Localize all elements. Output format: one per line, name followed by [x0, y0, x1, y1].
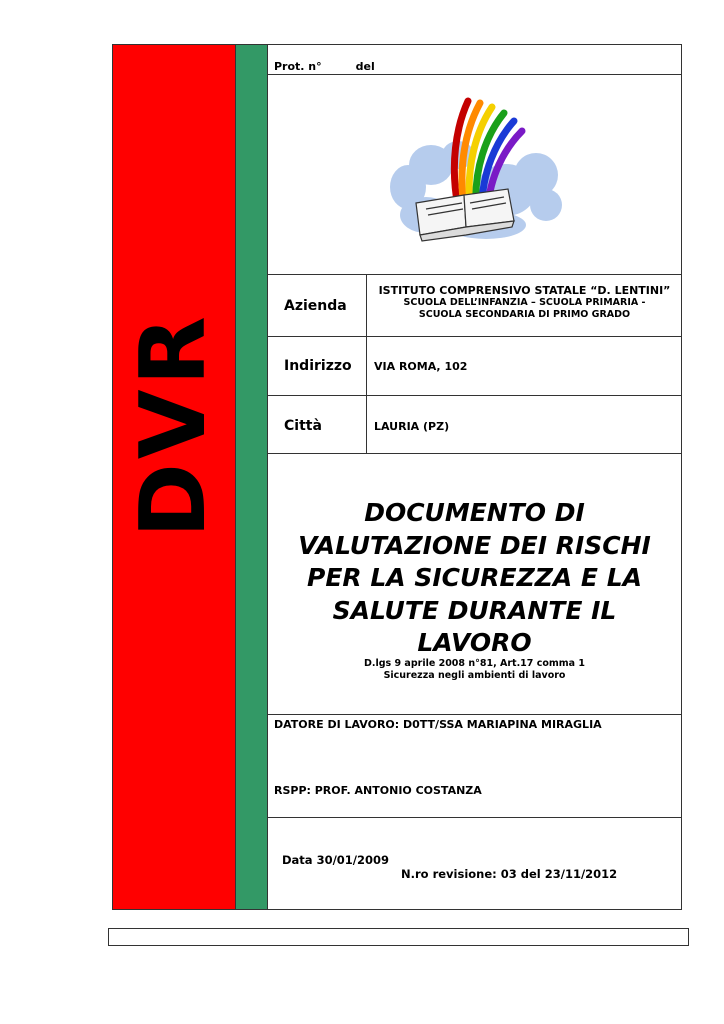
green-side-band [236, 44, 267, 910]
revision-number: N.ro revisione: 03 del 23/11/2012 [401, 867, 618, 881]
del-label: del [355, 60, 375, 73]
title-line: SALUTE DURANTE IL [332, 595, 617, 625]
cover-table [267, 44, 682, 910]
indirizzo-label: Indirizzo [284, 358, 352, 374]
dvr-vertical-label: DVR [121, 312, 226, 538]
indirizzo-value: VIA ROMA, 102 [374, 360, 468, 373]
reference-line: Sicurezza negli ambienti di lavoro [383, 670, 566, 681]
footer-box [108, 928, 689, 946]
azienda-line: SCUOLA DELL’INFANZIA – SCUOLA PRIMARIA - [403, 297, 646, 308]
document-date: Data 30/01/2009 [282, 853, 389, 867]
azienda-line: ISTITUTO COMPRENSIVO STATALE “D. LENTINI” [378, 284, 671, 297]
reference-line: D.lgs 9 aprile 2008 n°81, Art.17 comma 1 [364, 658, 585, 669]
rspp: RSPP: PROF. ANTONIO COSTANZA [274, 784, 482, 797]
title-line: VALUTAZIONE DEI RISCHI [298, 530, 651, 560]
title-line: PER LA SICUREZZA E LA [307, 563, 642, 592]
azienda-value [372, 285, 677, 321]
datore-di-lavoro: DATORE DI LAVORO: D0TT/SSA MARIAPINA MIRAGLIA [274, 718, 602, 731]
rainbow-book-logo-icon [386, 95, 566, 250]
protocol-line [274, 60, 375, 73]
azienda-line: SCUOLA SECONDARIA DI PRIMO GRADO [418, 309, 631, 320]
azienda-label: Azienda [284, 298, 347, 314]
citta-value: LAURIA (PZ) [374, 420, 450, 433]
title-line: DOCUMENTO DI [364, 498, 585, 527]
title-line: LAVORO [417, 628, 532, 657]
legal-reference [268, 658, 681, 682]
document-title [268, 497, 681, 660]
citta-label: Città [284, 418, 322, 434]
prot-label: Prot. n° [274, 60, 322, 73]
